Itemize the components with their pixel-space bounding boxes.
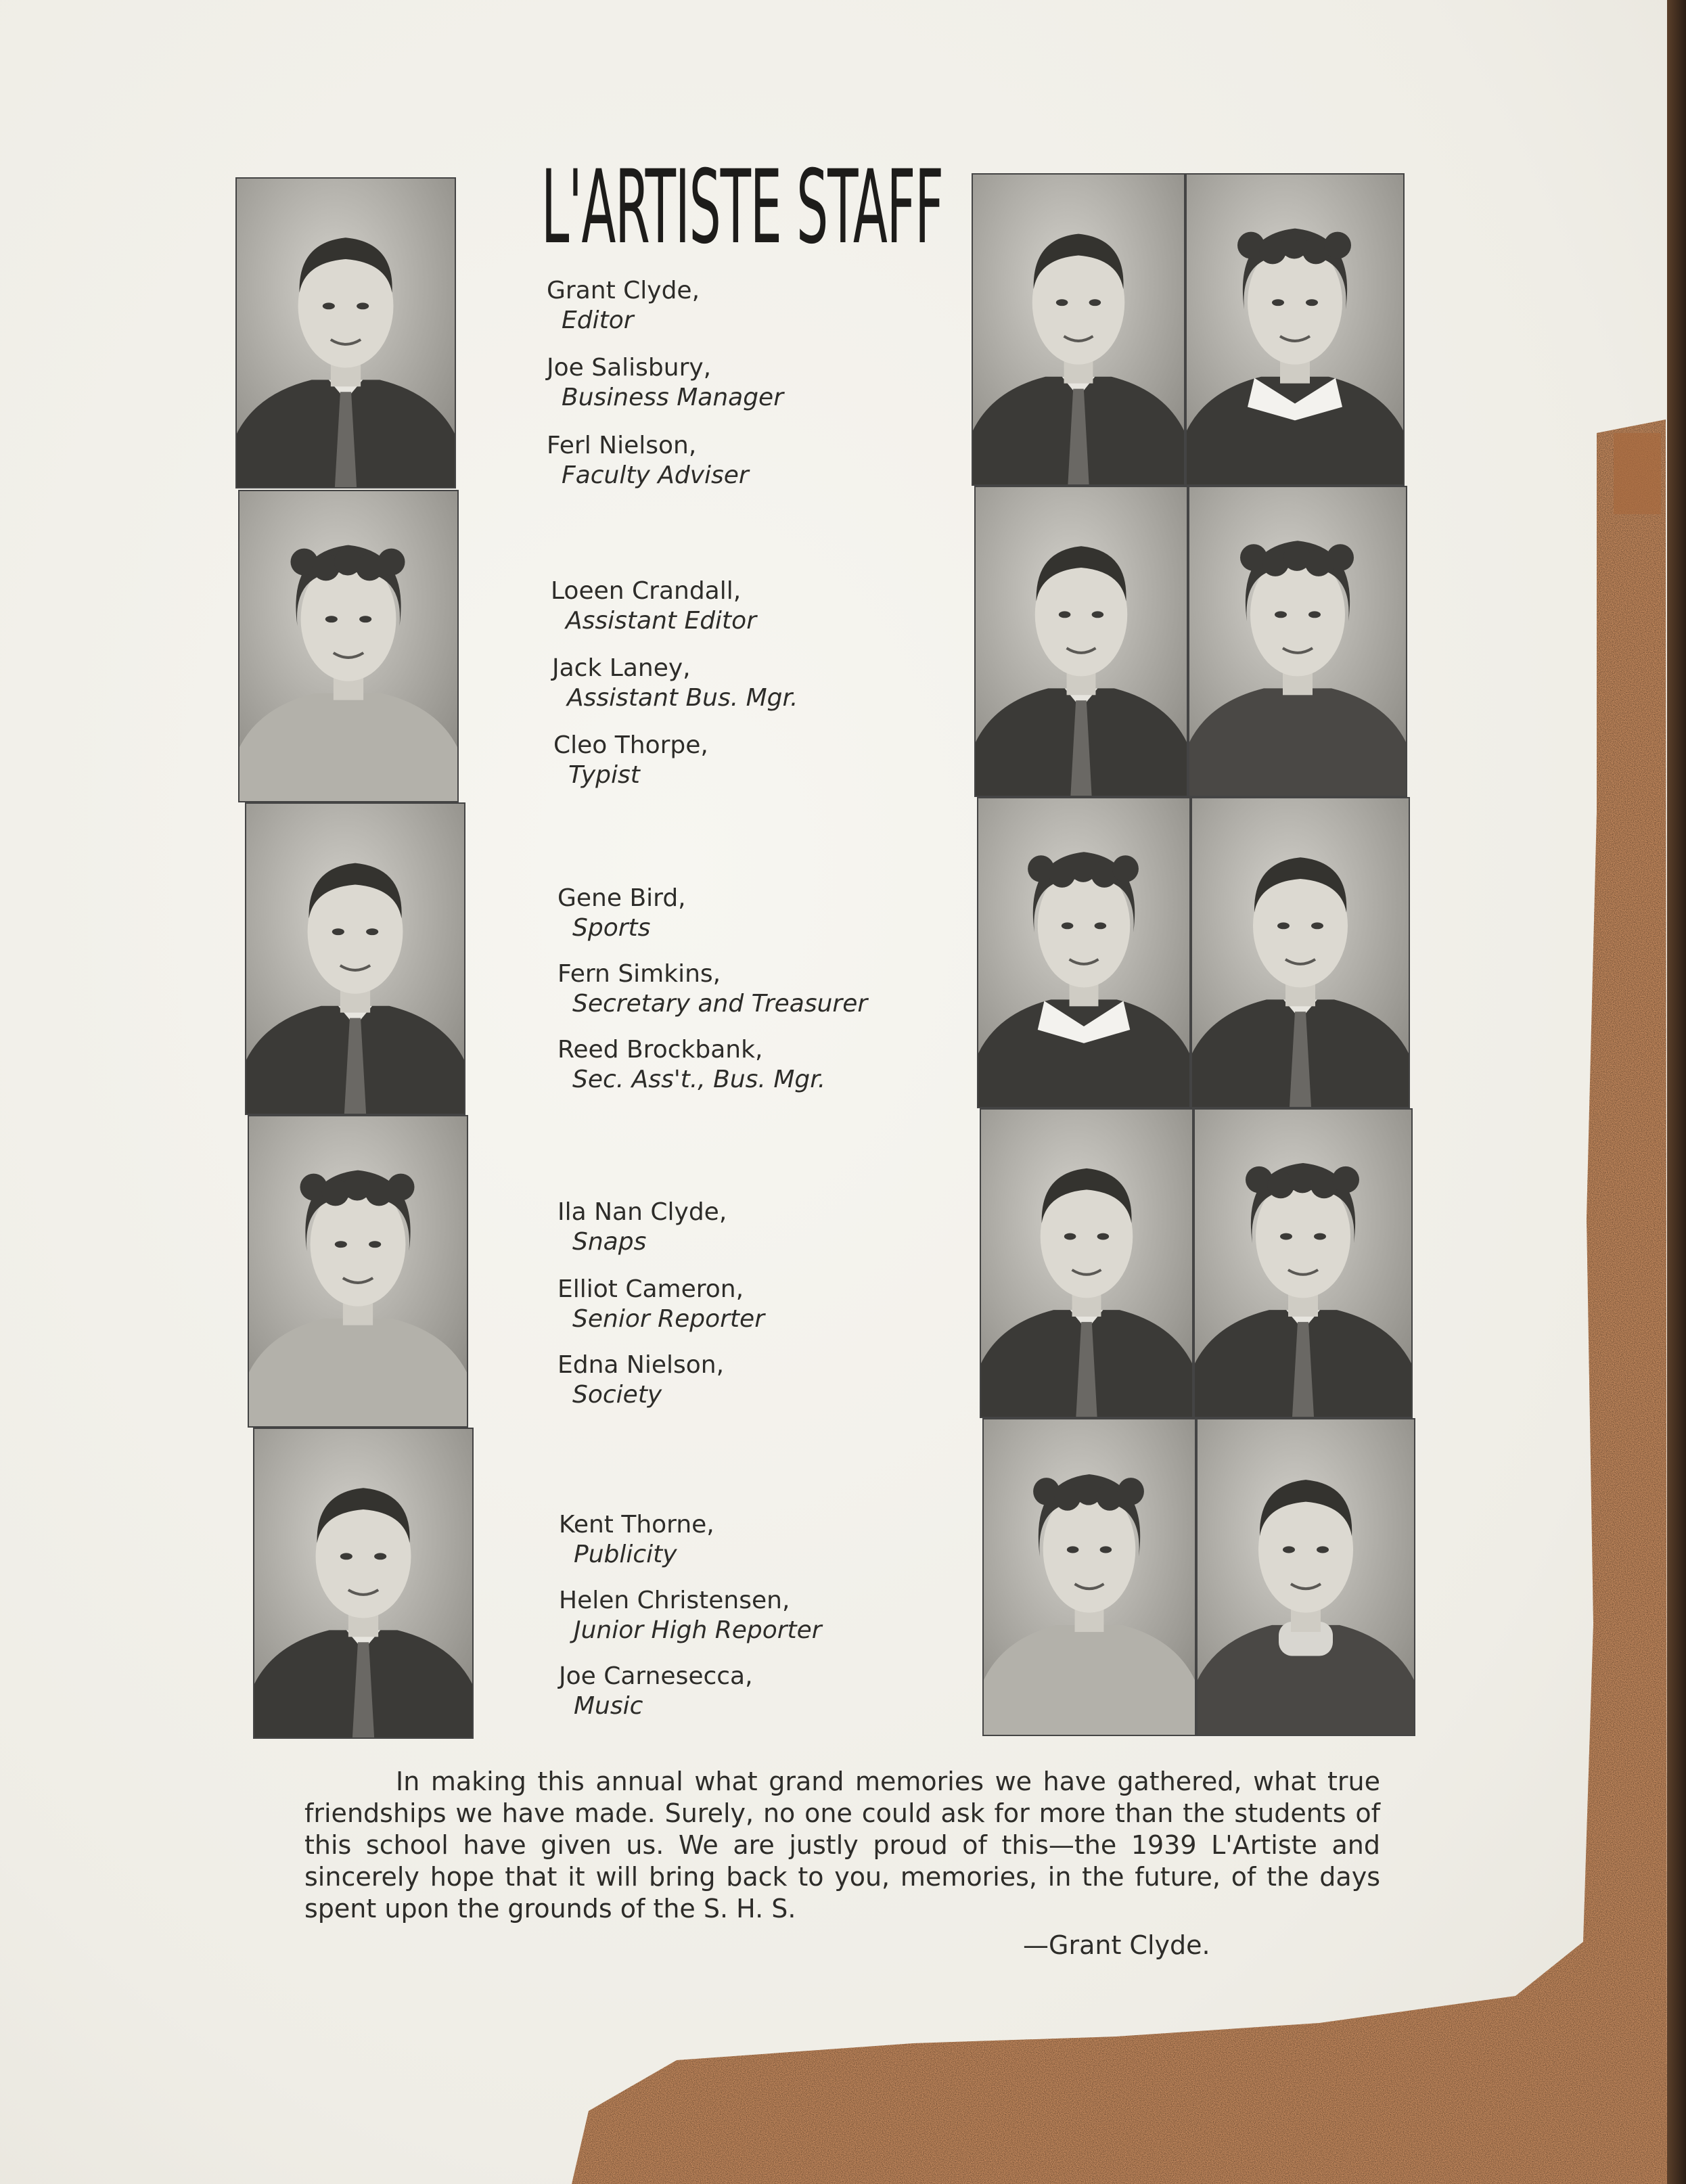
closing-paragraph: In making this annual what grand memories we have gathered, what true friendships we have made. Surely, no one could ask for more than the students of this school have given us. We are justly proud of this—the 1939 L'Artiste and sincerely hope that it will bring back to you, memories, in the future, of the days spent upon the grounds of the S. H. S. <box>304 1767 1380 1924</box>
staff-entry <box>551 576 756 636</box>
eye-shape <box>1275 611 1287 618</box>
portrait-fern-simkins <box>977 797 1191 1108</box>
eye-shape <box>374 1553 386 1560</box>
portrait-drawing <box>1187 175 1403 484</box>
staff-entry <box>557 1350 724 1410</box>
portrait-jack-laney <box>974 486 1188 797</box>
book-binding-edge <box>1667 0 1686 2184</box>
portrait-drawing <box>254 1429 472 1737</box>
portrait-joe-salisbury <box>972 173 1185 486</box>
staff-entry <box>552 654 798 713</box>
staff-name: Ila Nan Clyde, <box>557 1198 727 1226</box>
page-title: L'ARTISTE STAFF <box>541 149 943 267</box>
portrait-drawing <box>981 1110 1192 1417</box>
eye-shape <box>1064 1233 1076 1240</box>
portrait-drawing <box>246 804 464 1114</box>
hair-curl-shape <box>1112 855 1139 882</box>
staff-role: Publicity <box>574 1541 677 1568</box>
staff-role: Assistant Editor <box>566 607 756 635</box>
hair-curl-shape <box>378 549 405 576</box>
staff-entry <box>547 431 749 491</box>
staff-role: Editor <box>562 306 634 334</box>
staff-entry <box>559 1662 753 1721</box>
eye-shape <box>359 616 371 622</box>
staff-name: Loeen Crandall, <box>551 577 742 605</box>
eye-shape <box>1062 922 1074 929</box>
eye-shape <box>1059 611 1071 618</box>
eye-shape <box>335 1241 347 1248</box>
eye-shape <box>366 928 378 935</box>
eye-shape <box>1100 1546 1112 1553</box>
staff-name: Joe Salisbury, <box>547 354 712 382</box>
portrait-drawing <box>1195 1110 1411 1417</box>
staff-role: Secretary and Treasurer <box>572 990 868 1018</box>
portrait-drawing <box>1189 487 1406 796</box>
eye-shape <box>357 302 369 309</box>
staff-entry <box>553 731 708 790</box>
staff-role: Junior High Reporter <box>574 1616 822 1644</box>
eye-shape <box>332 928 344 935</box>
staff-role: Business Manager <box>562 384 783 411</box>
staff-entry <box>547 276 700 336</box>
eye-shape <box>1095 922 1107 929</box>
eye-shape <box>340 1553 352 1560</box>
staff-name: Fern Simkins, <box>557 960 721 988</box>
staff-entry <box>557 959 867 1019</box>
portrait-drawing <box>984 1419 1195 1735</box>
portrait-cleo-thorpe <box>1188 486 1407 797</box>
eye-shape <box>1067 1546 1079 1553</box>
portrait-drawing <box>973 175 1184 484</box>
portrait-grant-clyde <box>235 177 456 488</box>
staff-name: Ferl Nielson, <box>547 432 697 459</box>
staff-name: Reed Brockbank, <box>557 1036 763 1064</box>
hair-curl-shape <box>1324 232 1351 259</box>
eye-shape <box>1280 1233 1292 1240</box>
staff-entry <box>557 884 686 943</box>
staff-name: Kent Thorne, <box>559 1511 714 1539</box>
portrait-drawing <box>1192 798 1409 1107</box>
staff-entry <box>557 1275 765 1334</box>
eye-shape <box>1056 299 1068 306</box>
staff-entry <box>557 1198 727 1257</box>
staff-entry <box>547 353 783 413</box>
staff-role: Senior Reporter <box>572 1305 765 1333</box>
hair-curl-shape <box>1332 1166 1359 1193</box>
hair-curl-shape <box>1118 1478 1144 1505</box>
staff-role: Assistant Bus. Mgr. <box>567 684 798 712</box>
portrait-drawing <box>237 179 455 487</box>
eye-shape <box>1314 1233 1326 1240</box>
portrait-ila-nan-clyde <box>248 1115 468 1428</box>
eye-shape <box>1092 611 1104 618</box>
portrait-kent-thorne <box>253 1428 474 1739</box>
eye-shape <box>1272 299 1284 306</box>
portrait-helen-christensen <box>982 1418 1196 1736</box>
staff-role: Snaps <box>572 1228 647 1256</box>
staff-role: Society <box>572 1381 662 1409</box>
portrait-joe-carnesecca <box>1196 1418 1415 1736</box>
eye-shape <box>369 1241 381 1248</box>
portrait-loeen-crandall <box>238 490 459 802</box>
staff-name: Jack Laney, <box>552 654 691 682</box>
portrait-ferl-nielson <box>1185 173 1405 486</box>
staff-name: Gene Bird, <box>557 884 686 912</box>
eye-shape <box>1311 922 1323 929</box>
eye-shape <box>1277 922 1290 929</box>
staff-name: Helen Christensen, <box>559 1587 790 1614</box>
eye-shape <box>325 616 338 622</box>
staff-name: Elliot Cameron, <box>557 1275 744 1303</box>
staff-entry <box>559 1510 714 1570</box>
staff-name: Cleo Thorpe, <box>553 731 708 759</box>
hair-curl-shape <box>1327 544 1354 571</box>
signoff: —Grant Clyde. <box>1023 1930 1210 1960</box>
eye-shape <box>323 302 335 309</box>
staff-role: Faculty Adviser <box>562 461 749 489</box>
portrait-elliot-cameron <box>980 1108 1193 1418</box>
staff-role: Sec. Ass't., Bus. Mgr. <box>572 1066 826 1093</box>
staff-name: Edna Nielson, <box>557 1351 725 1379</box>
staff-role: Sports <box>572 914 651 942</box>
portrait-reed-brockbank <box>1191 797 1410 1108</box>
portrait-gene-bird <box>245 802 465 1115</box>
staff-entry <box>557 1035 825 1095</box>
staff-entry <box>559 1586 822 1645</box>
portrait-drawing <box>1198 1419 1414 1735</box>
eye-shape <box>1089 299 1101 306</box>
eye-shape <box>1306 299 1318 306</box>
portrait-drawing <box>978 798 1189 1107</box>
eye-shape <box>1097 1233 1110 1240</box>
staff-role: Typist <box>568 761 640 789</box>
staff-name: Joe Carnesecca, <box>559 1662 753 1690</box>
staff-role: Music <box>574 1692 643 1720</box>
staff-name: Grant Clyde, <box>547 277 700 304</box>
portrait-edna-nielson <box>1193 1108 1413 1418</box>
eye-shape <box>1317 1546 1329 1553</box>
eye-shape <box>1283 1546 1295 1553</box>
portrait-drawing <box>240 491 457 801</box>
hair-curl-shape <box>387 1174 414 1201</box>
portrait-drawing <box>249 1116 467 1426</box>
eye-shape <box>1308 611 1321 618</box>
portrait-drawing <box>976 487 1187 796</box>
